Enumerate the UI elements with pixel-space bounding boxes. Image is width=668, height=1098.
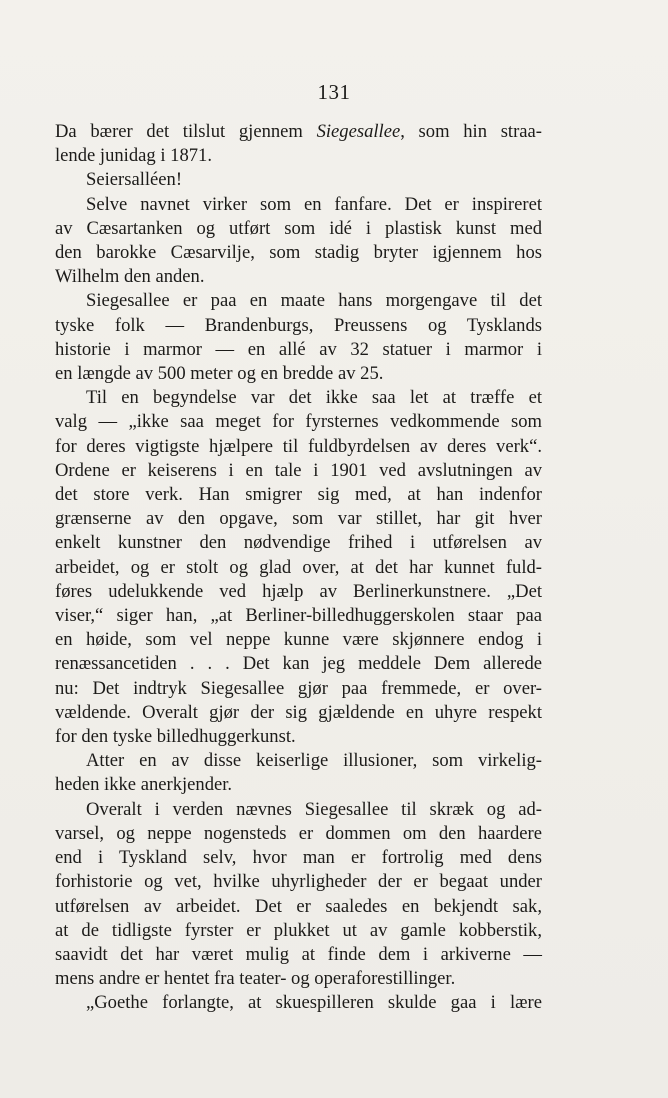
paragraph	[55, 991, 542, 1015]
text-line: en længde av 500 meter og en bredde av 25.	[55, 363, 384, 385]
text-line: Selve navnet virker som en fanfare. Det er inspireret	[86, 193, 542, 215]
text-line: Ordene er keiserens i en tale i 1901 ved avslutningen av	[55, 459, 542, 481]
text-line: en høide, som vel neppe kunne være skjønnere endog i	[55, 629, 542, 651]
text-line: vældende. Overalt gjør der sig gjældende en uhyre respekt	[55, 701, 542, 723]
text-line: tyske folk — Brandenburgs, Preussens og Tysklands	[55, 314, 542, 336]
paragraph	[55, 120, 542, 168]
text-line: Da bærer det tilslut gjennem Siegesallee, som hin straa-	[55, 121, 542, 142]
paragraph	[55, 749, 542, 797]
text-line: for deres vigtigste hjælpere til fuldbyrdelsen av deres verk“.	[55, 435, 542, 457]
paragraph	[55, 193, 542, 290]
text-line: renæssancetiden . . . Det kan jeg meddele Dem allerede	[55, 653, 542, 675]
text-line: Seiersalléen!	[86, 169, 183, 191]
paragraph	[55, 798, 542, 992]
text-line: heden ikke anerkjender.	[55, 774, 233, 796]
text-line: Wilhelm den anden.	[55, 266, 205, 288]
text-line: end i Tyskland selv, hvor man er fortrolig med dens	[55, 847, 542, 869]
text-line: Overalt i verden nævnes Siegesallee til skræk og ad-	[86, 798, 542, 820]
text-line: Siegesallee er paa en maate hans morgengave til det	[86, 290, 542, 312]
text-line: nu: Det indtryk Siegesallee gjør paa fremmede, er over-	[55, 677, 542, 699]
text-line: det store verk. Han smigrer sig med, at han indenfor	[55, 484, 542, 506]
text-line: varsel, og neppe nogensteds er dommen om den haardere	[55, 822, 542, 844]
text-line: Til en begyndelse var det ikke saa let at træffe et	[86, 387, 542, 409]
paragraph	[55, 386, 542, 749]
paragraph	[55, 168, 542, 192]
body-text	[55, 120, 542, 1016]
text-line: utførelsen av arbeidet. Det er saaledes en bekjendt sak,	[55, 895, 542, 917]
text-line: forhistorie og vet, hvilke uhyrligheder der er begaat under	[55, 871, 542, 893]
text-line: lende junidag i 1871.	[55, 145, 212, 167]
paragraph	[55, 289, 542, 386]
text-line: av Cæsartanken og utført som idé i plastisk kunst med	[55, 217, 542, 239]
text-line: Atter en av disse keiserlige illusioner, som virkelig-	[86, 750, 542, 772]
text-line: „Goethe forlangte, at skuespilleren skulde gaa i lære	[86, 992, 542, 1014]
text-line: arbeidet, og er stolt og glad over, at det har kunnet fuld-	[55, 556, 542, 578]
text-line: for den tyske billedhuggerkunst.	[55, 726, 296, 748]
text-line: føres udelukkende ved hjælp av Berlinerkunstnere. „Det	[55, 580, 542, 602]
text-line: mens andre er hentet fra teater- og operaforestillinger.	[55, 968, 456, 990]
text-line: saavidt det har været mulig at finde dem i arkiverne —	[55, 943, 542, 965]
text-line: grænserne av den opgave, som var stillet, har git hver	[55, 508, 542, 530]
text-line: valg — „ikke saa meget for fyrsternes vedkommende som	[55, 411, 542, 433]
text-line: den barokke Cæsarvilje, som stadig bryter igjennem hos	[55, 242, 542, 264]
page-number: 131	[317, 80, 351, 104]
text-line: enkelt kunstner den nødvendige frihed i utførelsen av	[55, 532, 542, 554]
text-line: historie i marmor — en allé av 32 statuer i marmor i	[55, 338, 542, 360]
text-line: viser,“ siger han, „at Berliner-billedhuggerskolen staar paa	[55, 605, 542, 627]
text-line: at de tidligste fyrster er plukket ut av gamle kobberstik,	[55, 919, 542, 941]
italic-title: Siegesallee	[316, 121, 401, 142]
